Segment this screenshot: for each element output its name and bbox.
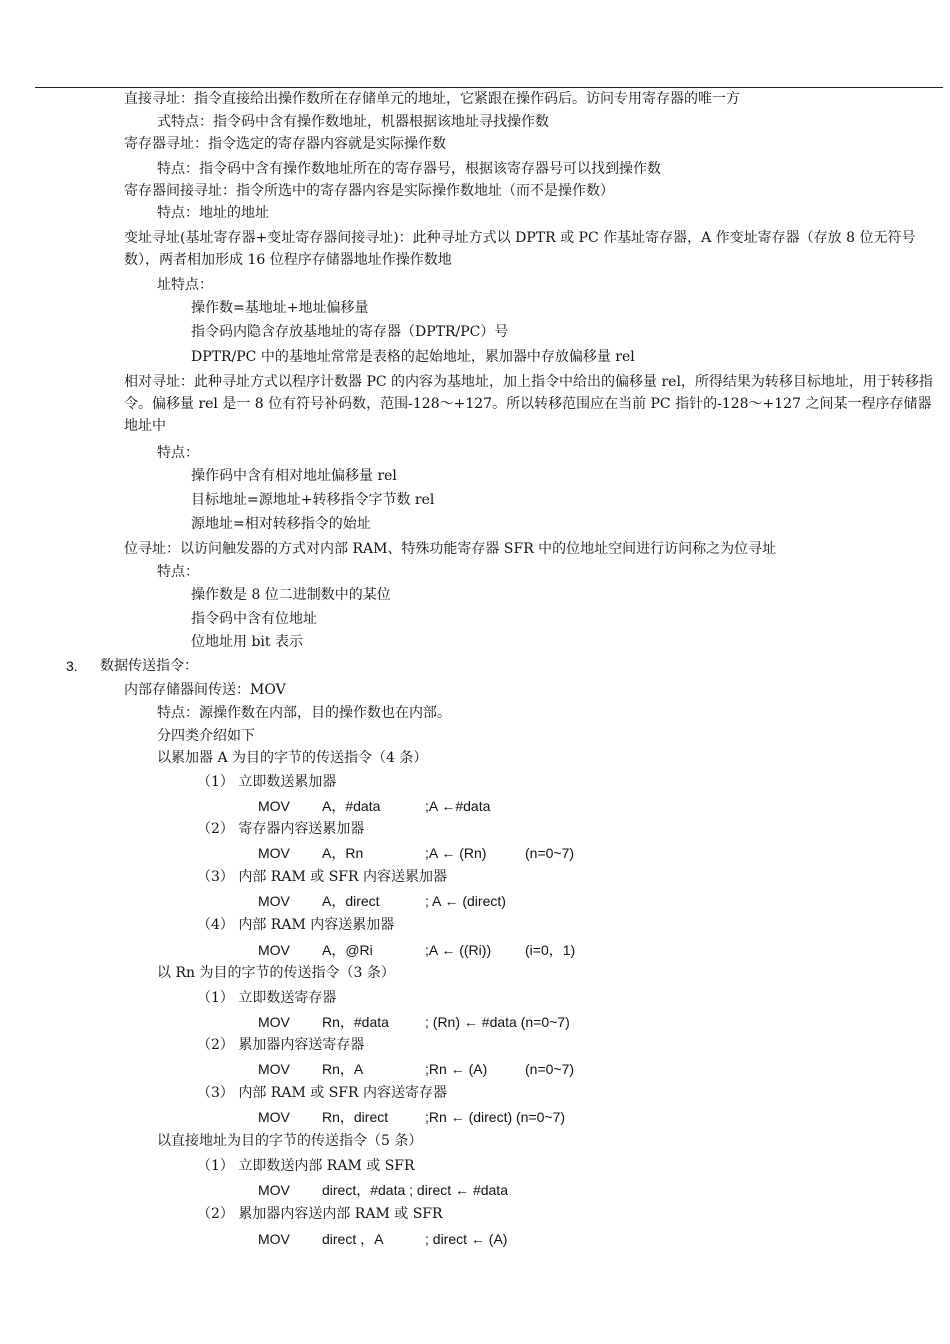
text-line: 操作数=基地址+地址偏移量 [191,300,369,316]
code-args: A，#data [322,798,381,814]
code-args: direct，#data ; direct ← #data [322,1182,508,1198]
text-line: 源地址=相对转移指令的始址 [191,516,371,532]
code-comment: ;Rn ← (A) [425,1061,488,1077]
code-op: MOV [258,1109,290,1125]
code-op: MOV [258,1061,290,1077]
list-number: 3. [66,658,78,674]
text-line: 操作码中含有相对地址偏移量 rel [191,468,397,484]
text-line: 特点： [157,564,199,580]
code-args: A，@Ri [322,942,373,958]
text-line: 以直接地址为目的字节的传送指令（5 条） [157,1133,423,1149]
text-line: 式特点：指令码中含有操作数地址，机器根据该地址寻找操作数 [157,114,549,130]
list-item: （2） 寄存器内容送累加器 [197,821,365,837]
list-item: （4） 内部 RAM 内容送累加器 [197,917,395,933]
list-item: （3） 内部 RAM 或 SFR 内容送累加器 [197,869,447,885]
code-args: direct ，A [322,1231,384,1247]
text-line: 以 Rn 为目的字节的传送指令（3 条） [157,965,395,981]
code-comment: ;A ←#data [425,798,491,814]
code-op: MOV [258,1014,290,1030]
text-line: 目标地址=源地址+转移指令字节数 rel [191,492,435,508]
code-note: (n=0~7) [525,1061,575,1077]
code-comment: ;A ← ((Ri)) [425,942,492,958]
text-line: 寄存器寻址：指令选定的寄存器内容就是实际操作数 [124,136,446,152]
code-op: MOV [258,1182,290,1198]
code-args: Rn，direct [322,1109,389,1125]
list-item: （1） 立即数送累加器 [197,774,337,790]
text-line: 以累加器 A 为目的字节的传送指令（4 条） [157,750,428,766]
text-line: 特点：源操作数在内部，目的操作数也在内部。 [157,705,451,721]
paragraph: 相对寻址：此种寻址方式以程序计数器 PC 的内容为基地址，加上指令中给出的偏移量 rel，所得结果为转移目标地址，用于转移指令。偏移量 rel 是一 8 位有符号补码数，范围-128～+127。所以转移范围应在当前 PC 指针的-128～+127 之间某一程序存储器地址中 [124,374,933,434]
text-line: 操作数是 8 位二进制数中的某位 [191,587,391,603]
list-item: （2） 累加器内容送内部 RAM 或 SFR [197,1206,443,1222]
code-comment: ;A ← (Rn) [425,845,487,861]
text-line: 特点：指令码中含有操作数地址所在的寄存器号，根据该寄存器号可以找到操作数 [157,161,661,177]
list-item: （2） 累加器内容送寄存器 [197,1037,365,1053]
text-line: 位地址用 bit 表示 [191,634,303,650]
code-comment: ; direct ← (A) [425,1231,508,1247]
text-line: 寄存器间接寻址：指令所选中的寄存器内容是实际操作数地址（而不是操作数） [124,183,614,199]
text-line: 位寻址：以访问触发器的方式对内部 RAM、特殊功能寄存器 SFR 中的位地址空间进行访问称之为位寻址 [124,541,777,557]
code-comment: ;Rn ← (direct) (n=0~7) [425,1109,566,1125]
text-line: 址特点： [157,277,213,293]
code-op: MOV [258,845,290,861]
code-args: A，Rn [322,845,364,861]
section-heading: 数据传送指令： [100,658,198,674]
code-note: (n=0~7) [525,845,575,861]
header-rule [35,87,943,88]
code-comment: ; A ← (direct) [425,893,506,909]
text-line: 指令码内隐含存放基地址的寄存器（DPTR/PC）号 [191,324,509,340]
text-line: 分四类介绍如下 [157,728,255,744]
list-item: （3） 内部 RAM 或 SFR 内容送寄存器 [197,1085,447,1101]
code-op: MOV [258,893,290,909]
code-args: A，direct [322,893,380,909]
paragraph: 变址寻址(基址寄存器+变址寄存器间接寻址)：此种寻址方式以 DPTR 或 PC 作基址寄存器，A 作变址寄存器（存放 8 位无符号数），两者相加形成 16 位程序存储器地址作操作数地 [124,230,916,268]
code-args: Rn，A [322,1061,364,1077]
text-line: DPTR/PC 中的基地址常常是表格的起始地址，累加器中存放偏移量 rel [191,349,635,365]
code-op: MOV [258,1231,290,1247]
code-args: Rn，#data [322,1014,389,1030]
text-line: 特点：地址的地址 [157,205,269,221]
code-op: MOV [258,942,290,958]
text-line: 特点： [157,445,199,461]
text-line: 内部存储器间传送：MOV [124,682,286,698]
list-item: （1） 立即数送寄存器 [197,990,337,1006]
list-item: （1） 立即数送内部 RAM 或 SFR [197,1158,415,1174]
code-op: MOV [258,798,290,814]
code-note: (i=0，1) [525,942,576,958]
code-comment: ; (Rn) ← #data (n=0~7) [425,1014,570,1030]
text-line: 指令码中含有位地址 [191,611,317,627]
text-line: 直接寻址：指令直接给出操作数所在存储单元的地址，它紧跟在操作码后。访问专用寄存器的唯一方 [124,91,740,107]
